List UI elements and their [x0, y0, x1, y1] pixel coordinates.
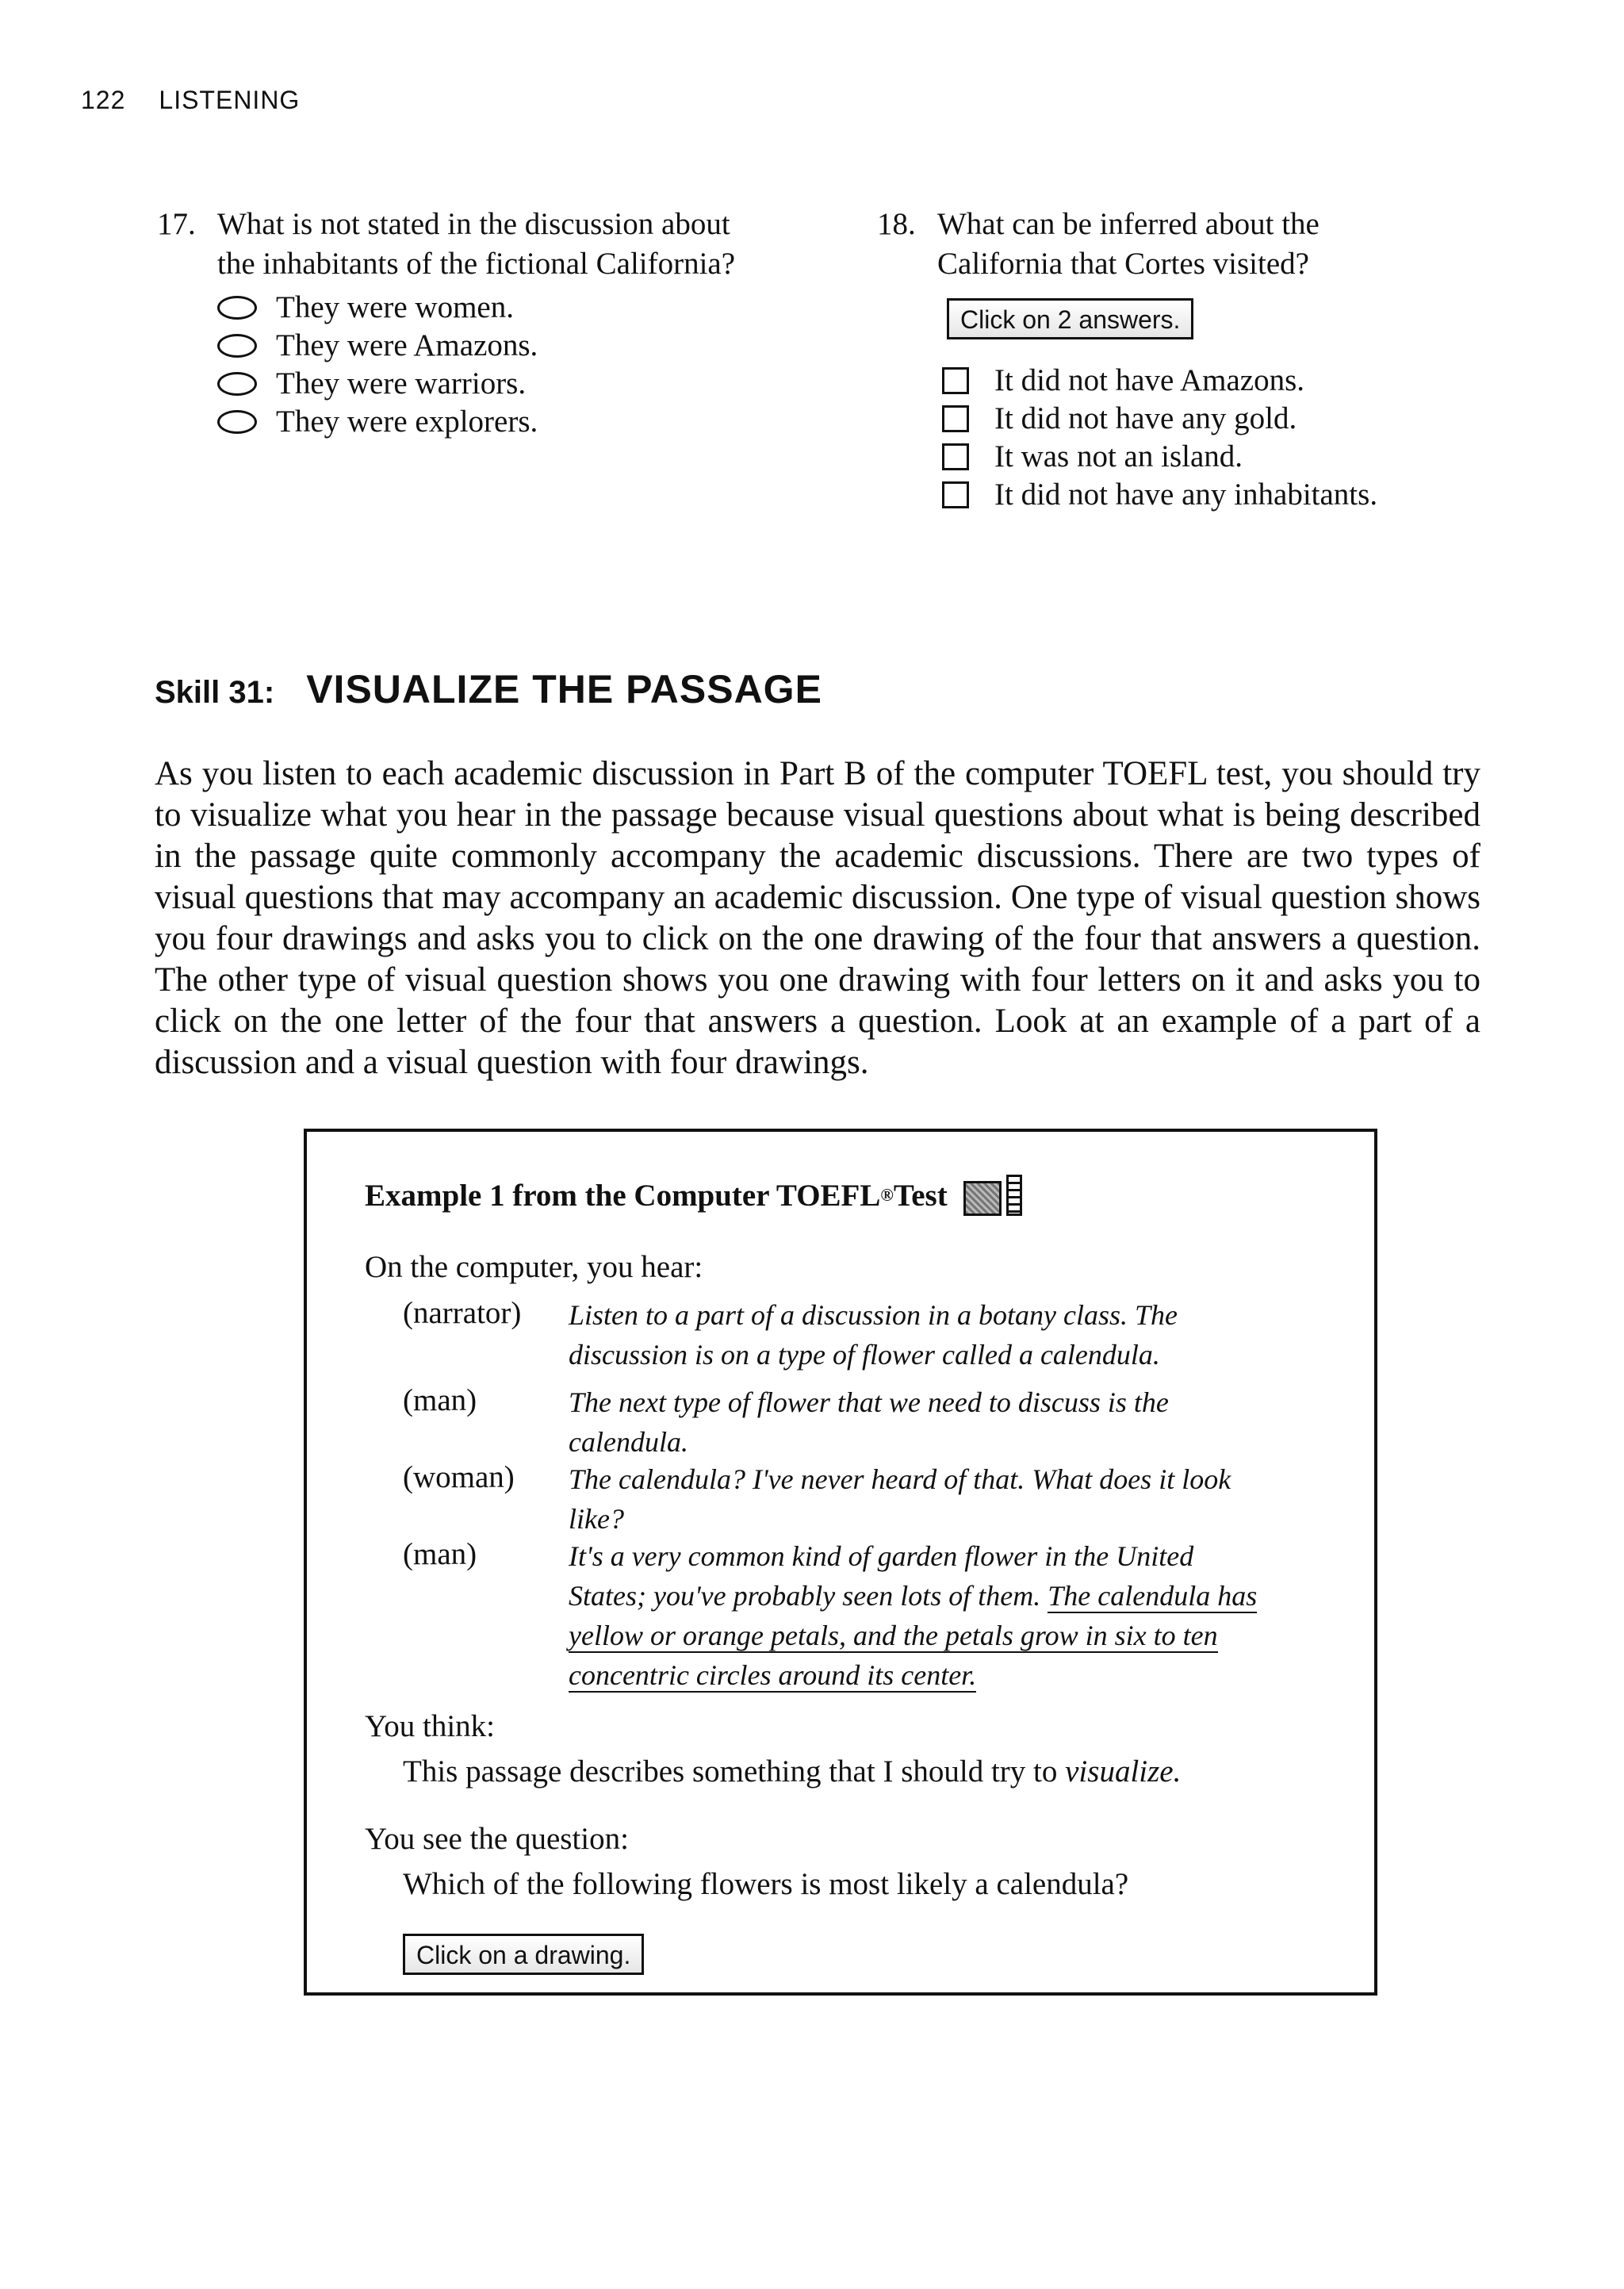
line: Listen to a part of a discussion in a botany class. The	[569, 1299, 1178, 1331]
radio-oval-icon[interactable]	[217, 296, 257, 320]
line-part: States; you've probably seen lots of them.	[569, 1580, 1041, 1612]
question-stem	[217, 205, 856, 284]
section-name: LISTENING	[159, 86, 301, 114]
line: discussion is on a type of flower called a calendula.	[569, 1339, 1160, 1371]
answer-option[interactable]	[217, 327, 856, 365]
example-title-text: Example 1 from the Computer TOEFL	[365, 1178, 881, 1213]
question-18	[879, 205, 1561, 514]
checkbox-icon[interactable]	[942, 443, 969, 470]
underlined-text: concentric circles around its center.	[569, 1659, 977, 1691]
click-command-label: Click on 2 answers.	[947, 298, 1193, 339]
speaker-label: (narrator)	[403, 1296, 522, 1330]
line	[569, 1576, 1314, 1616]
question-label: You see the question:	[365, 1822, 629, 1856]
think-text-part: This passage describes something that I should try to	[403, 1754, 1066, 1789]
emphasis: visualize.	[1065, 1754, 1182, 1789]
line	[569, 1616, 1314, 1655]
radio-oval-icon[interactable]	[217, 372, 257, 396]
computer-icon	[963, 1175, 1022, 1216]
line: The next type of flower that we need to discuss is the	[569, 1386, 1169, 1418]
think-text	[403, 1754, 1181, 1789]
stem-line: What is not stated in the discussion about	[217, 207, 730, 241]
example-box	[304, 1129, 1377, 1996]
hear-label: On the computer, you hear:	[365, 1250, 703, 1284]
registered-mark: ®	[880, 1185, 894, 1205]
option-text: They were explorers.	[276, 405, 538, 439]
answer-option[interactable]	[942, 438, 1561, 476]
option-text: It did not have any gold.	[994, 401, 1297, 435]
answer-options	[217, 289, 856, 441]
stem-line: What can be inferred about the	[937, 207, 1320, 241]
radio-oval-icon[interactable]	[217, 410, 257, 434]
option-text: They were warriors.	[276, 366, 527, 401]
line: The calendula? I've never heard of that. What does it look	[569, 1463, 1231, 1495]
option-text: They were Amazons.	[276, 328, 538, 362]
example-title	[365, 1175, 1022, 1216]
option-text: It was not an island.	[994, 439, 1243, 474]
stem-line: California that Cortes visited?	[937, 247, 1309, 281]
speaker-label: (woman)	[403, 1460, 515, 1494]
example-title-end: Test	[893, 1178, 948, 1213]
answer-options	[942, 362, 1561, 514]
checkbox-icon[interactable]	[942, 405, 969, 432]
option-text: It did not have Amazons.	[994, 363, 1305, 397]
question-number: 17.	[157, 207, 196, 241]
answer-option[interactable]	[942, 400, 1561, 438]
checkbox-icon[interactable]	[942, 481, 969, 508]
stem-line: the inhabitants of the fictional California?	[217, 247, 736, 281]
question-stem	[937, 205, 1561, 284]
line: like?	[569, 1503, 624, 1535]
speaker-label: (man)	[403, 1383, 477, 1417]
question-17	[159, 205, 856, 441]
underlined-text: The calendula has	[1048, 1580, 1258, 1612]
skill-title: VISUALIZE THE PASSAGE	[306, 667, 822, 711]
answer-option[interactable]	[217, 365, 856, 403]
example-question: Which of the following flowers is most likely a calendula?	[403, 1867, 1129, 1901]
body-paragraph: As you listen to each academic discussion in Part B of the computer TOEFL test, you should try to visualize what you hear in the passage because visual questions about what is being described in the passage quite commonly accompany the academic discussions. There are two types of visual questions that may accompany an academic discussion. One type of visual question shows you four drawings and asks you to click on the one drawing of the four that answers a question. The other type of visual question shows you one drawing with four letters on it and asks you to click on the one letter of the four that answers a question. Look at an example of a part of a discussion and a visual question with four drawings.	[155, 755, 1480, 1081]
checkbox-icon[interactable]	[942, 367, 969, 394]
skill-label: Skill 31:	[155, 675, 275, 710]
question-number: 18.	[877, 207, 916, 241]
underlined-text: yellow or orange petals, and the petals grow in six to ten	[569, 1620, 1218, 1651]
radio-oval-icon[interactable]	[217, 334, 257, 358]
answer-option[interactable]	[942, 362, 1561, 400]
dialogue-line	[569, 1382, 1314, 1462]
line: calendula.	[569, 1426, 688, 1458]
dialogue-line	[569, 1295, 1314, 1375]
dialogue-line	[569, 1536, 1314, 1695]
answer-option[interactable]	[217, 289, 856, 327]
click-command-label: Click on a drawing.	[403, 1934, 644, 1975]
running-header	[81, 86, 300, 115]
speaker-label: (man)	[403, 1537, 477, 1571]
line: It's a very common kind of garden flower in the United	[569, 1540, 1194, 1572]
think-label: You think:	[365, 1709, 496, 1743]
line	[569, 1655, 1314, 1695]
answer-option[interactable]	[942, 476, 1561, 514]
skill-heading	[155, 666, 822, 712]
option-text: It did not have any inhabitants.	[994, 477, 1378, 512]
option-text: They were women.	[276, 290, 514, 324]
answer-option[interactable]	[217, 403, 856, 441]
page-number: 122	[81, 86, 126, 114]
dialogue-line	[569, 1459, 1314, 1539]
